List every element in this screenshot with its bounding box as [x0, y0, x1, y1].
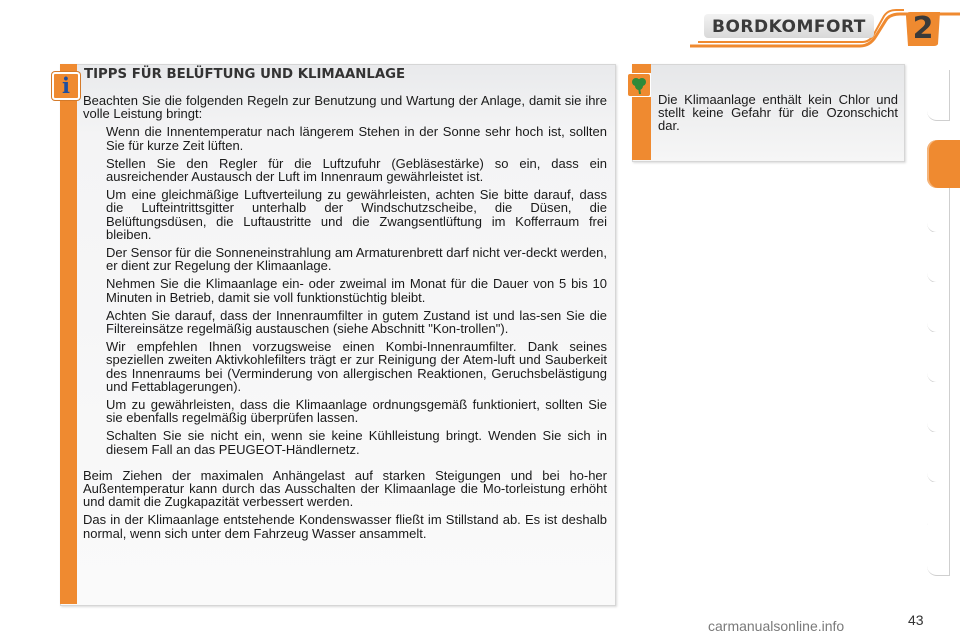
list-item-text: Um eine gleichmäßige Luftverteilung zu gewährleisten, achten Sie bitte darauf, dass die Lufteintrittsgitter unterhalb der Windschutzscheibe, die Düsen, die Belüftungsdüsen, die Luftaustritte und die Zwangsentlüftung im Kofferraum frei bleiben. [106, 187, 607, 242]
chapter-tab-active[interactable] [927, 140, 960, 188]
chapter-tab[interactable] [927, 432, 950, 483]
list-item [83, 125, 607, 151]
info-icon [52, 72, 80, 100]
list-item [83, 277, 607, 303]
chapter-tab[interactable] [927, 182, 950, 233]
tips-panel-content [83, 94, 607, 540]
intro-paragraph: Beachten Sie die folgenden Regeln zur Benutzung und Wartung der Anlage, damit sie ihre volle Leistung bringt: [83, 93, 607, 122]
chapter-tab[interactable] [927, 70, 950, 121]
eco-note-text: Die Klimaanlage enthält kein Chlor und stellt keine Gefahr für die Ozonschicht dar. [658, 92, 898, 134]
list-item-text: Achten Sie darauf, dass der Innenraumfilter in gutem Zustand ist und las-sen Sie die Filtereinsätze regelmäßig austauschen (siehe Abschnitt "Kon-trollen"). [106, 307, 607, 337]
list-item-text: Schalten Sie sie nicht ein, wenn sie keine Kühlleistung bringt. Wenden Sie sich in diesem Fall an das PEUGEOT-Händlernetz. [106, 428, 607, 457]
clover-leaf-icon [627, 73, 651, 97]
condensation-paragraph: Das in der Klimaanlage entstehende Kondenswasser fließt im Stillstand ab. Es ist deshalb normal, wenn sich unter dem Fahrzeug Wasser ansammelt. [83, 512, 607, 541]
list-item [83, 188, 607, 241]
list-item-text: Wenn die Innentemperatur nach längerem Stehen in der Sonne sehr hoch ist, sollten Sie für kurze Zeit lüften. [106, 124, 607, 153]
list-item [83, 429, 607, 455]
tips-panel-title: TIPPS FÜR BELÜFTUNG UND KLIMAANLAGE [84, 67, 406, 82]
chapter-title: BORDKOMFORT [712, 17, 866, 37]
list-item [83, 398, 607, 424]
info-icon-glyph: i [62, 73, 70, 98]
chapter-tab[interactable] [927, 282, 950, 333]
watermark: carmanualsonline.info [708, 618, 845, 634]
list-item [83, 246, 607, 272]
list-item-note: Stellen Sie den Regler für die Luftzufuhr (Gebläsestärke) so ein, dass ein ausreichender Austausch der Luft im Innenraum gewährleistet ist. [106, 155, 607, 185]
chapter-tab[interactable] [927, 232, 950, 283]
chapter-number: 2 [912, 11, 934, 46]
chapter-tab[interactable] [927, 525, 950, 576]
chapter-tab[interactable] [927, 382, 950, 433]
list-item-text: Nehmen Sie die Klimaanlage ein- oder zweimal im Monat für die Dauer von 5 bis 10 Minuten in Betrieb, damit sie voll funktionstüchtig bleibt. [106, 276, 607, 305]
page-number: 43 [908, 612, 924, 628]
list-item [83, 309, 607, 335]
trailer-load-paragraph: Beim Ziehen der maximalen Anhängelast auf starken Steigungen und bei ho-her Außentemperatur kann durch das Ausschalten der Klimaanlage die Mo-torleistung erhöht und damit die Zugkapazität verbessert werden. [83, 467, 607, 510]
tips-panel-accent-stripe [60, 64, 77, 604]
list-item-text: Der Sensor für die Sonneneinstrahlung am Armaturenbrett darf nicht ver-deckt werden, er dient zur Regelung der Klimaanlage. [106, 245, 607, 274]
list-item-text: Um zu gewährleisten, dass die Klimaanlage ordnungsgemäß funktioniert, sollten Sie sie ebenfalls regelmäßig überprüfen lassen. [106, 397, 607, 426]
chapter-tab[interactable] [927, 332, 950, 383]
list-item-note: Wir empfehlen Ihnen vorzugsweise einen Kombi-Innenraumfilter. Dank seines speziellen zweiten Aktivkohlefilters trägt er zur Reinigung der Atem-luft und Sauberkeit des Innenraums bei (Verminderung von allergischen Reaktionen, Geruchsbelästigung und Fettablagerungen). [106, 339, 607, 394]
